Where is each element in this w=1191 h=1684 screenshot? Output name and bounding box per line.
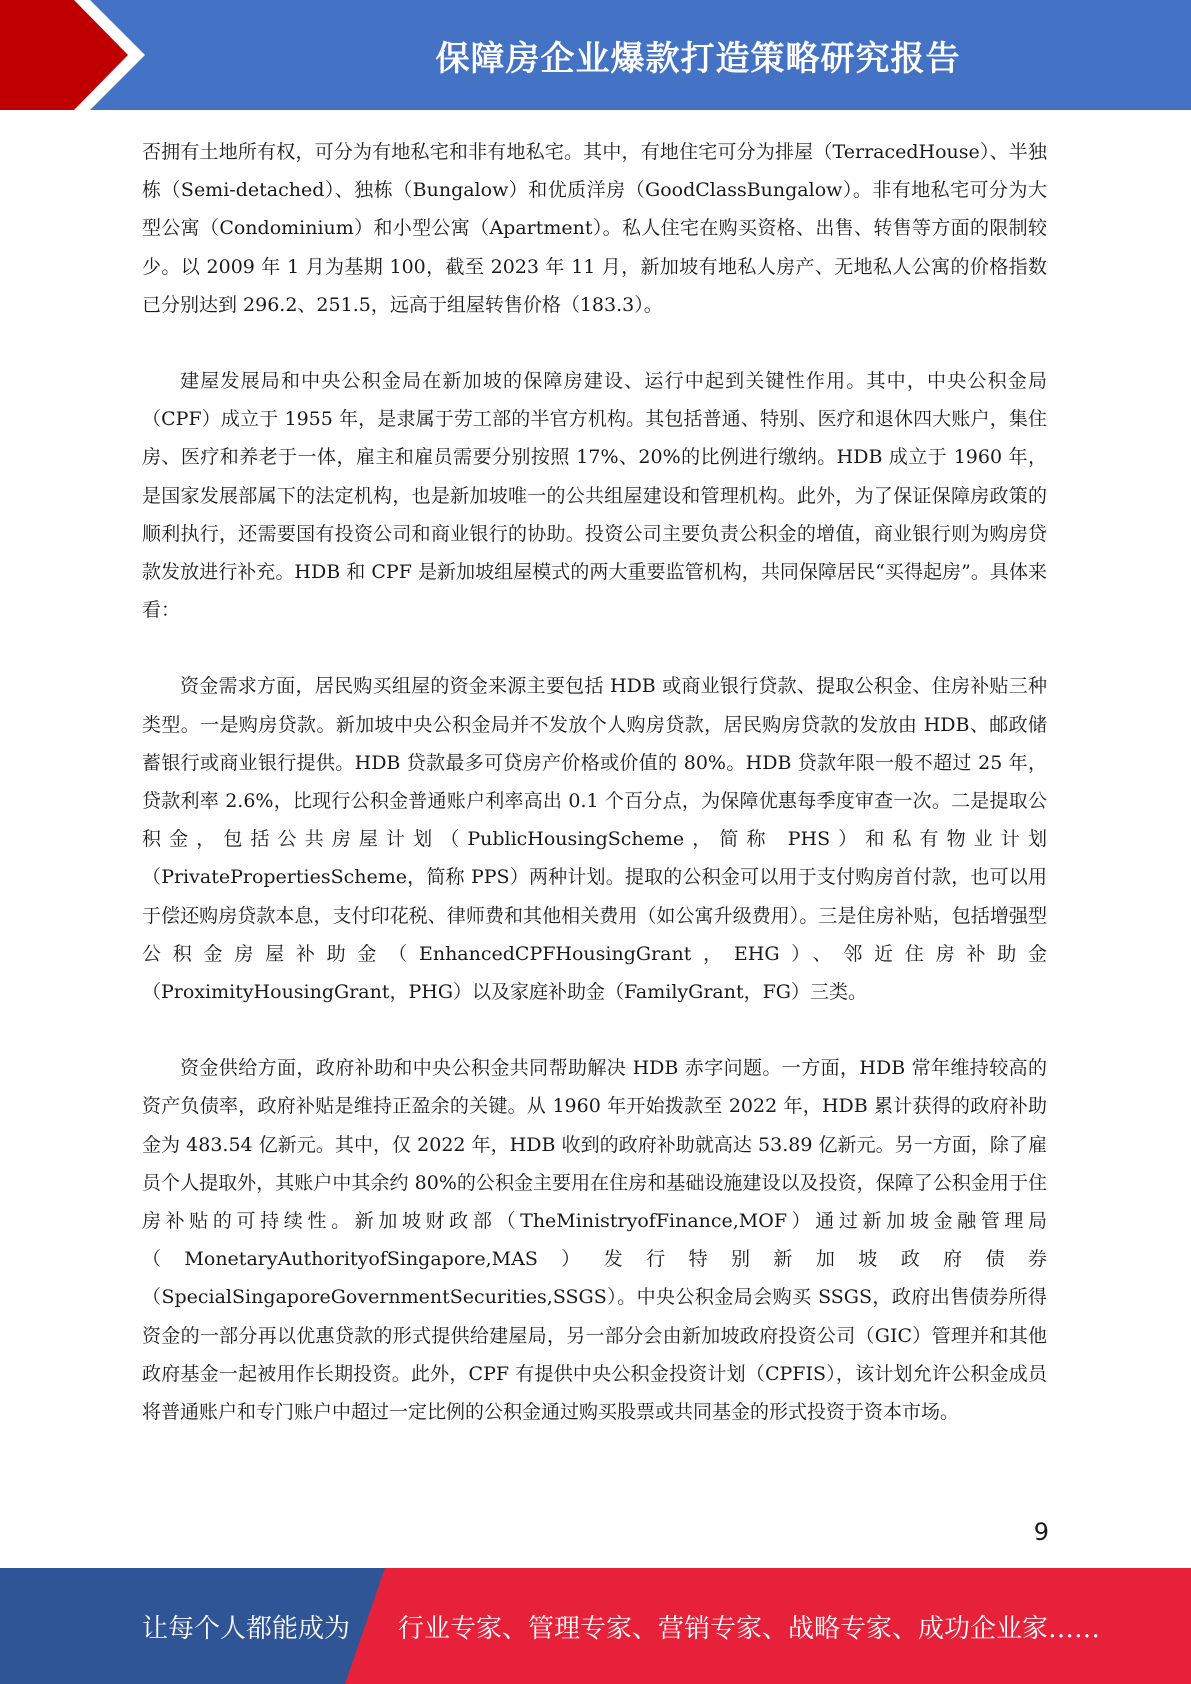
footer-slogan-roles: 行业专家、管理专家、营销专家、战略专家、成功企业家…… [398, 1613, 1101, 1644]
header-ribbon-decoration [0, 0, 210, 110]
paragraph-funding-supply: 资金供给方面，政府补助和中央公积金共同帮助解决 HDB 赤字问题。一方面，HDB 常年维持较高的资产负债率，政府补贴是维持正盈余的关键。从 1960 年开始拨款至 2022 年，HDB 累计获得的政府补助金为 483.54 亿新元。其中，仅 2022 年，HDB 收到的政府补助就高达 53.89 亿新元。另一方面，除了雇员个人提取外，其账户中其余约 80%的公积金主要用在住房和基础设施建设以及投资，保障了公积金用于住房补贴的可持续性。新加坡财政部（TheMinistryofFinance,MOF）通过新加坡金融管理局（MonetaryAuthorityofSingapore,MAS）发行特别新加坡政府债券（SpecialSingaporeGovernmentSecurities,SSGS）。中央公积金局会购买 SSGS，政府出售债券所得资金的一部分再以优惠贷款的形式提供给建屋局，另一部分会由新加坡政府投资公司（GIC）管理并和其他政府基金一起被用作长期投资。此外，CPF 有提供中央公积金投资计划（CPFIS），该计划允许公积金成员将普通账户和专门账户中超过一定比例的公积金通过购买股票或共同基金的形式投资于资本市场。 [142, 1057, 1047, 1424]
page-number: 9 [1033, 1518, 1049, 1546]
footer-slogan-lead: 让每个人都能成为 [142, 1613, 351, 1644]
paragraph-hdb-cpf-roles: 建屋发展局和中央公积金局在新加坡的保障房建设、运行中起到关键性作用。其中，中央公积金局（CPF）成立于 1955 年，是隶属于劳工部的半官方机构。其包括普通、特别、医疗和退休四大账户，集住房、医疗和养老于一体，雇主和雇员需要分别按照 17%、20%的比例进行缴纳。HDB 成立于 1960 年，是国家发展部属下的法定机构，也是新加坡唯一的公共组屋建设和管理机构。此外，为了保证保障房政策的顺利执行，还需要国有投资公司和商业银行的协助。投资公司主要负责公积金的增值，商业银行则为购房贷款发放进行补充。HDB 和 CPF 是新加坡组屋模式的两大重要监管机构，共同保障居民“买得起房”。具体来看： [142, 370, 1047, 622]
paragraph-private-housing: 否拥有土地所有权，可分为有地私宅和非有地私宅。其中，有地住宅可分为排屋（TerracedHouse）、半独栋（Semi-detached）、独栋（Bungalow）和优质洋房（GoodClassBungalow）。非有地私宅可分为大型公寓（Condominium）和小型公寓（Apartment）。私人住宅在购买资格、出售、转售等方面的限制较少。以 2009 年 1 月为基期 100，截至 2023 年 11 月，新加坡有地私人房产、无地私人公寓的价格指数已分别达到 296.2、251.5，远高于组屋转售价格（183.3）。 [142, 141, 1047, 316]
page-header [0, 0, 1191, 110]
page-footer [0, 1568, 1191, 1684]
document-body [142, 133, 1047, 1431]
report-title: 保障房企业爆款打造策略研究报告 [435, 38, 961, 79]
paragraph-funding-demand: 资金需求方面，居民购买组屋的资金来源主要包括 HDB 或商业银行贷款、提取公积金、住房补贴三种类型。一是购房贷款。新加坡中央公积金局并不发放个人购房贷款，居民购房贷款的发放由 HDB、邮政储蓄银行或商业银行提供。HDB 贷款最多可贷房产价格或价值的 80%。HDB 贷款年限一般不超过 25 年，贷款利率 2.6%，比现行公积金普通账户利率高出 0.1 个百分点，为保障优惠每季度审查一次。二是提取公积金，包括公共房屋计划（PublicHousingScheme，简称 PHS）和私有物业计划（PrivatePropertiesScheme，简称 PPS）两种计划。提取的公积金可以用于支付购房首付款，也可以用于偿还购房贷款本息，支付印花税、律师费和其他相关费用（如公寓升级费用）。三是住房补贴，包括增强型公积金房屋补助金（EnhancedCPFHousingGrant，EHG）、邻近住房补助金（ProximityHousingGrant，PHG）以及家庭补助金（FamilyGrant，FG）三类。 [142, 675, 1047, 1004]
